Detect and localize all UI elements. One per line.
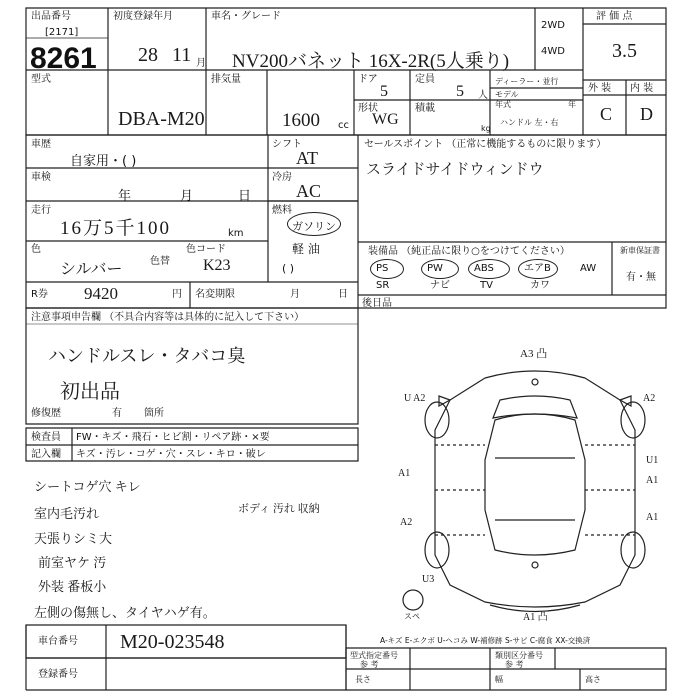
ext-label: 外 装 — [588, 83, 612, 94]
repair-place: 箇所 — [144, 408, 164, 419]
fuel-diesel: 軽 油 — [292, 242, 320, 256]
int-value: D — [640, 104, 653, 124]
drive-4wd: 4WD — [541, 46, 565, 57]
lot-number: 8261 — [30, 42, 97, 75]
door-value: 5 — [380, 83, 388, 100]
diag-right-3: A1 — [646, 475, 659, 486]
diag-legend: A-キズ E-エクボ U-ヘコみ W-補修跡 S-サビ C-腐食 XX-交換済 — [380, 636, 591, 645]
height-label: 高さ — [585, 675, 601, 684]
type-label: 型式 — [31, 74, 51, 85]
first-reg-label: 初度登録年月 — [113, 11, 173, 22]
class-label: 類別区分番号 — [495, 651, 543, 660]
equip-abs-circle — [468, 259, 510, 279]
reg-label: 登録番号 — [38, 669, 78, 680]
cap-label: 定員 — [415, 74, 435, 85]
chassis-label: 車台番号 — [38, 636, 78, 647]
lot-sub: [2171] — [45, 27, 79, 38]
inspection-day: 日 — [238, 189, 252, 204]
comment-5: 外装 番板小 — [38, 579, 107, 594]
load-label: 積載 — [415, 103, 435, 114]
first-reg-month-unit: 月 — [196, 58, 206, 69]
title-month: 月 — [290, 289, 300, 300]
width-label: 幅 — [495, 675, 503, 684]
equip-airbag-circle — [518, 259, 558, 279]
chassis-value: M20-023548 — [120, 631, 225, 653]
diag-spare-label: スペ — [404, 612, 420, 621]
grade-label: 評 価 点 — [596, 11, 633, 22]
diag-right-2: U1 — [646, 455, 659, 466]
disp-unit: cc — [338, 120, 349, 131]
equip-navi: ナビ — [430, 280, 450, 291]
equip-tv: TV — [480, 280, 493, 291]
comment-2: 室内毛汚れ — [34, 506, 100, 521]
comment-6: 左側の傷無し、タイヤハゲ有。 — [34, 605, 216, 620]
inspector-row2-items: キズ・汚レ・コゲ・穴・スレ・キロ・破レ — [76, 449, 266, 460]
repair-value: 有 — [112, 408, 122, 419]
grade-value: 3.5 — [612, 40, 637, 62]
cap-value: 5 — [456, 83, 464, 100]
inspector-row1-items: FW・キズ・飛石・ヒビ割・リペア跡・×要 — [76, 432, 270, 443]
fuel-other: ( ) — [282, 262, 295, 275]
equip-ps: PS — [376, 263, 389, 274]
cap-unit: 人 — [478, 90, 488, 101]
load-unit: kg — [481, 124, 491, 133]
diag-left-2: A1 — [398, 468, 411, 479]
year-unit: 年 — [568, 100, 576, 109]
diag-left-1: U A2 — [404, 393, 426, 404]
model-year-label: モデル — [495, 90, 519, 99]
inspection-month: 月 — [180, 189, 194, 204]
fuel-gas-circle — [287, 212, 341, 236]
notes-line1: ハンドルスレ・タバコ臭 — [48, 346, 246, 366]
first-reg-year: 28 — [138, 44, 158, 66]
mileage-unit: km — [228, 228, 244, 239]
shape-label: 形状 — [358, 103, 378, 114]
notes-label: 注意事項申告欄 （不具合内容等は具体的に記入して下さい） — [31, 312, 305, 323]
handle-label: ハンドル 左・右 — [500, 118, 559, 127]
ext-value: C — [600, 104, 613, 124]
first-reg-month: 11 — [172, 44, 192, 66]
class-sub: 参 考 — [505, 660, 524, 669]
shift-label: シフト — [272, 139, 302, 150]
equip-abs: ABS — [474, 263, 494, 274]
diag-left-3: A2 — [400, 517, 413, 528]
color-value: シルバー — [60, 261, 123, 278]
color-label: 色 — [31, 244, 41, 255]
equip-pw-circle — [421, 259, 459, 279]
fuel-gas: ガソリン — [292, 220, 336, 233]
diag-top-label: A3 凸 — [520, 348, 548, 360]
title-day: 日 — [338, 289, 348, 300]
equip-ps-circle — [370, 259, 404, 279]
model-label: 車名・グレード — [211, 11, 281, 22]
sales-value: スライドサイドウィンドウ — [366, 162, 544, 178]
diag-right-4: A1 — [646, 512, 659, 523]
warranty-value: 有・無 — [626, 272, 656, 283]
notes-line2: 初出品 — [60, 381, 120, 403]
seat-label: 後日品 — [362, 298, 392, 309]
ac-label: 冷房 — [272, 172, 292, 183]
disp-label: 排気量 — [211, 74, 241, 85]
diag-right-1: A2 — [643, 393, 656, 404]
sales-label: セールスポイント （正常に機能するものに限ります） — [364, 139, 607, 150]
model-name: NV200バネット 16X-2R(5人乗り) — [232, 51, 510, 72]
history-value: 自家用・( ) — [70, 154, 137, 169]
inspection-label: 車検 — [31, 172, 51, 183]
recycle-value: 9420 — [84, 284, 118, 303]
repair-label: 修復歴 — [31, 408, 61, 419]
model-year-label2: 年式 — [495, 100, 511, 109]
lot-label: 出品番号 — [31, 11, 71, 22]
int-label: 内 装 — [630, 83, 654, 94]
type-value: DBA-M20 — [118, 108, 205, 130]
disp-value: 1600 — [282, 110, 320, 131]
color-change-label: 色替 — [150, 256, 170, 267]
comment-1: シートコゲ穴 キレ — [34, 479, 141, 494]
shape-value: WG — [372, 111, 399, 128]
history-label: 車歴 — [31, 139, 51, 150]
type-cat-label: 型式指定番号 — [350, 651, 398, 660]
color-code-value: K23 — [203, 257, 231, 274]
equip-airbag: エアB — [524, 263, 551, 274]
comment-4: 前室ヤケ 汚 — [38, 555, 107, 570]
drive-2wd: 2WD — [541, 20, 565, 31]
dealer-label: ディーラー・並行 — [495, 77, 559, 86]
equip-aw: AW — [580, 263, 597, 274]
inspector-row2-label: 記入欄 — [31, 449, 61, 460]
title-deadline-label: 名変期限 — [195, 289, 235, 300]
color-code-label: 色コード — [186, 244, 226, 255]
ac-value: AC — [296, 181, 322, 201]
inspection-year: 年 — [118, 189, 132, 204]
recycle-label: R券 — [31, 289, 48, 300]
equip-sr: SR — [376, 280, 390, 291]
recycle-unit: 円 — [172, 289, 182, 300]
equip-leather: カワ — [530, 280, 550, 291]
shift-value: AT — [296, 148, 318, 168]
mileage-label: 走行 — [31, 205, 51, 216]
equipment-label: 装備品 （純正品に限り○をつけてください） — [368, 246, 570, 257]
equip-pw: PW — [427, 263, 443, 274]
mileage-value: 16万5千100 — [60, 218, 172, 239]
door-label: ドア — [358, 74, 378, 85]
inspector-row1-label: 検査員 — [31, 432, 61, 443]
long-label: 長さ — [355, 675, 371, 684]
diag-rear-label: A1 凸 — [523, 612, 548, 623]
type-cat-sub: 参 考 — [360, 660, 379, 669]
car-diagram — [395, 360, 675, 625]
comment-3: 天張りシミ大 — [34, 531, 113, 546]
side-note: ボディ 汚れ 収納 — [238, 503, 320, 515]
warranty-label: 新車保証書 — [620, 246, 660, 255]
fuel-label: 燃料 — [272, 205, 292, 216]
diag-left-4: U3 — [422, 574, 435, 585]
